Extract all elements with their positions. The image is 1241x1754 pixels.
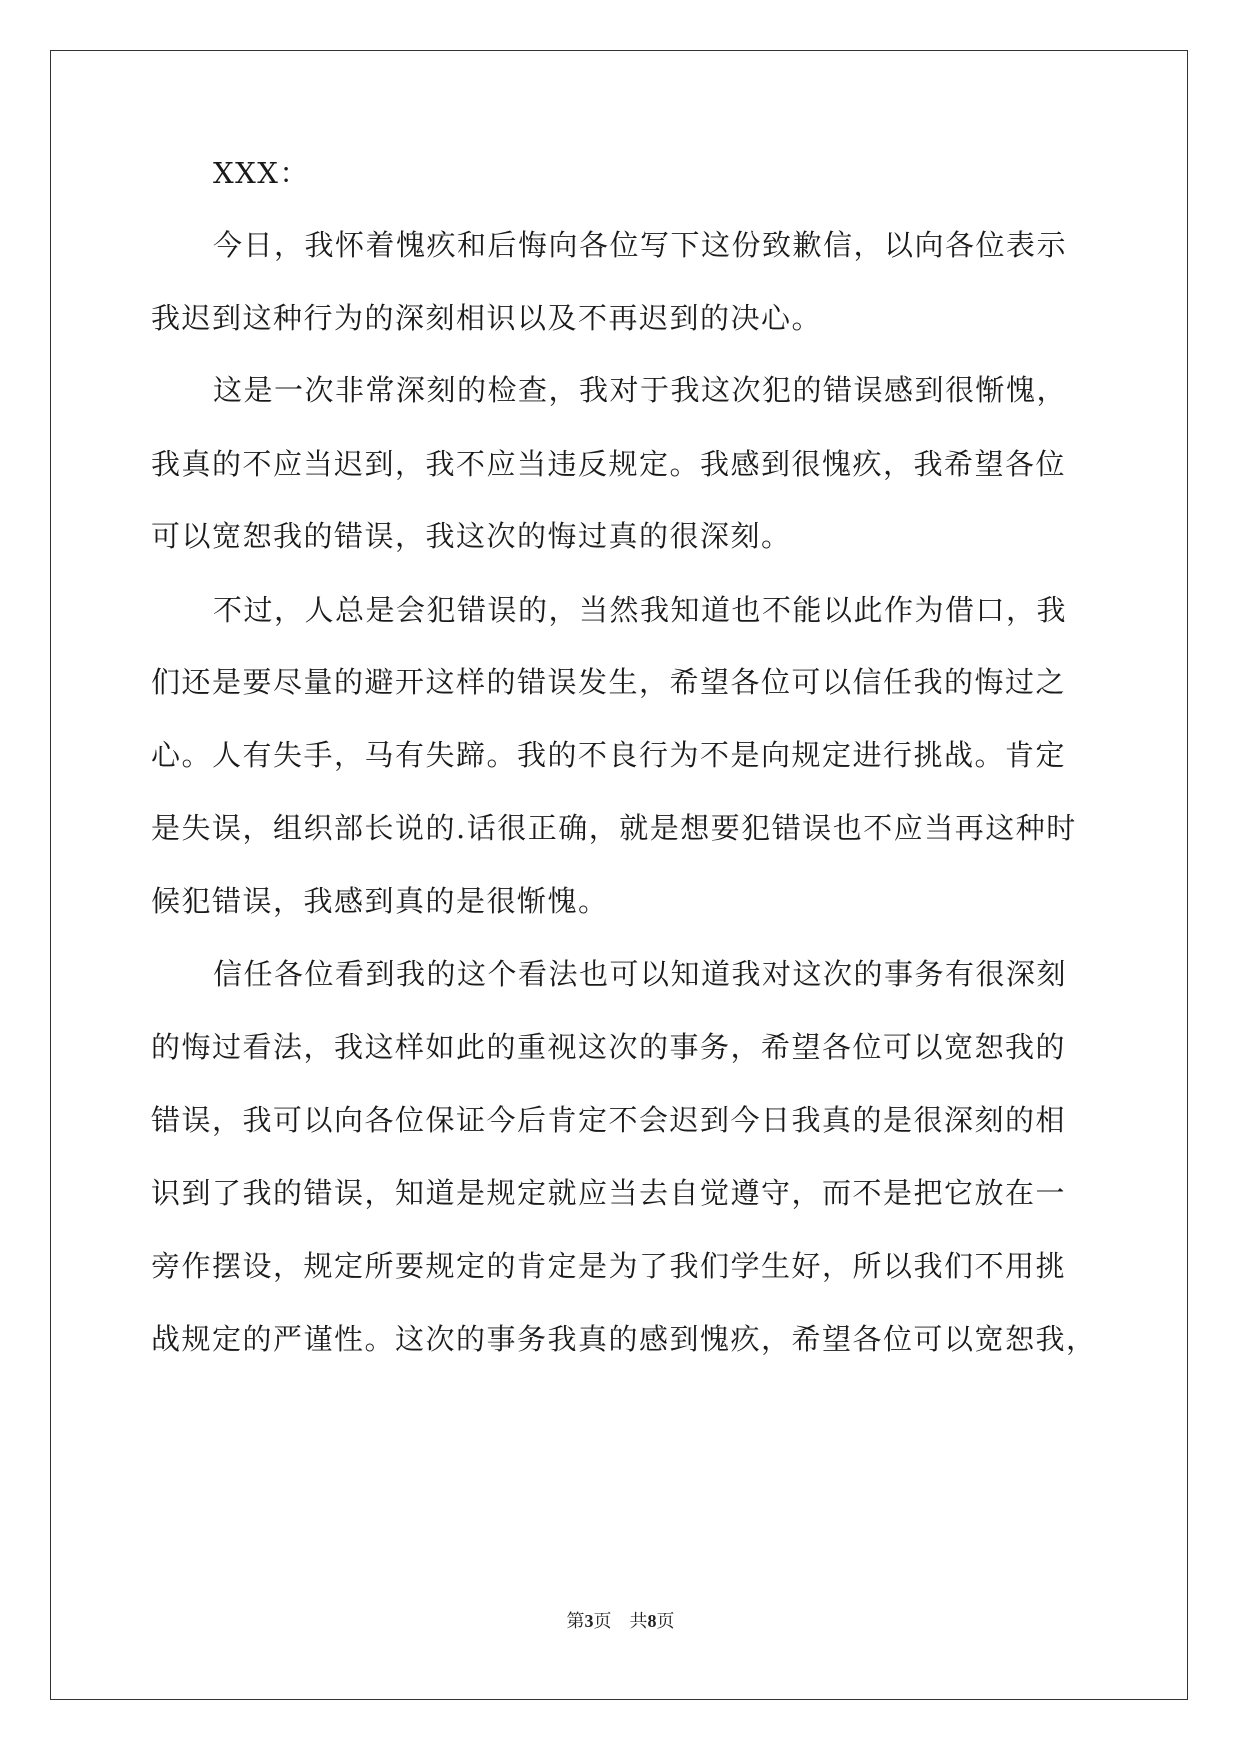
paragraph-line: 我真的不应当迟到，我不应当违反规定。我感到很愧疚，我希望各位 bbox=[151, 447, 1067, 481]
salutation: XXX： bbox=[213, 156, 310, 190]
paragraph-line: 的悔过看法，我这样如此的重视这次的事务，希望各位可以宽恕我的 bbox=[151, 1030, 1067, 1064]
paragraph-line: 心。人有失手，马有失蹄。我的不良行为不是向规定进行挑战。肯定 bbox=[151, 738, 1067, 772]
paragraph-line: 这是一次非常深刻的检查，我对于我这次犯的错误感到很惭愧， bbox=[213, 373, 1068, 407]
total-prefix: 共 bbox=[629, 1611, 648, 1632]
page-number: 3 bbox=[584, 1611, 594, 1631]
paragraph-line: 今日，我怀着愧疚和后悔向各位写下这份致歉信，以向各位表示 bbox=[213, 228, 1068, 262]
paragraph-line: 们还是要尽量的避开这样的错误发生，希望各位可以信任我的悔过之 bbox=[151, 665, 1067, 699]
paragraph-line: 可以宽恕我的错误，我这次的悔过真的很深刻。 bbox=[151, 519, 792, 553]
paragraph-line: 信任各位看到我的这个看法也可以知道我对这次的事务有很深刻 bbox=[213, 957, 1068, 991]
total-suffix: 页 bbox=[656, 1611, 675, 1632]
paragraph-line: 识到了我的错误，知道是规定就应当去自觉遵守，而不是把它放在一 bbox=[151, 1176, 1067, 1210]
paragraph-line: 旁作摆设，规定所要规定的肯定是为了我们学生好，所以我们不用挑 bbox=[151, 1249, 1067, 1283]
paragraph-line: 不过，人总是会犯错误的，当然我知道也不能以此作为借口，我 bbox=[213, 593, 1068, 627]
paragraph-line: 我迟到这种行为的深刻相识以及不再迟到的决心。 bbox=[151, 301, 823, 335]
page-footer bbox=[0, 1609, 1241, 1634]
paragraph-line: 是失误，组织部长说的.话很正确，就是想要犯错误也不应当再这种时 bbox=[151, 811, 1077, 845]
paragraph-line: 战规定的严谨性。这次的事务我真的感到愧疚，希望各位可以宽恕我， bbox=[151, 1322, 1097, 1356]
paragraph-line: 候犯错误，我感到真的是很惭愧。 bbox=[151, 884, 609, 918]
page-prefix: 第 bbox=[566, 1611, 585, 1632]
page-suffix: 页 bbox=[593, 1611, 612, 1632]
total-pages: 8 bbox=[647, 1611, 657, 1631]
paragraph-line: 错误，我可以向各位保证今后肯定不会迟到今日我真的是很深刻的相 bbox=[151, 1103, 1067, 1137]
